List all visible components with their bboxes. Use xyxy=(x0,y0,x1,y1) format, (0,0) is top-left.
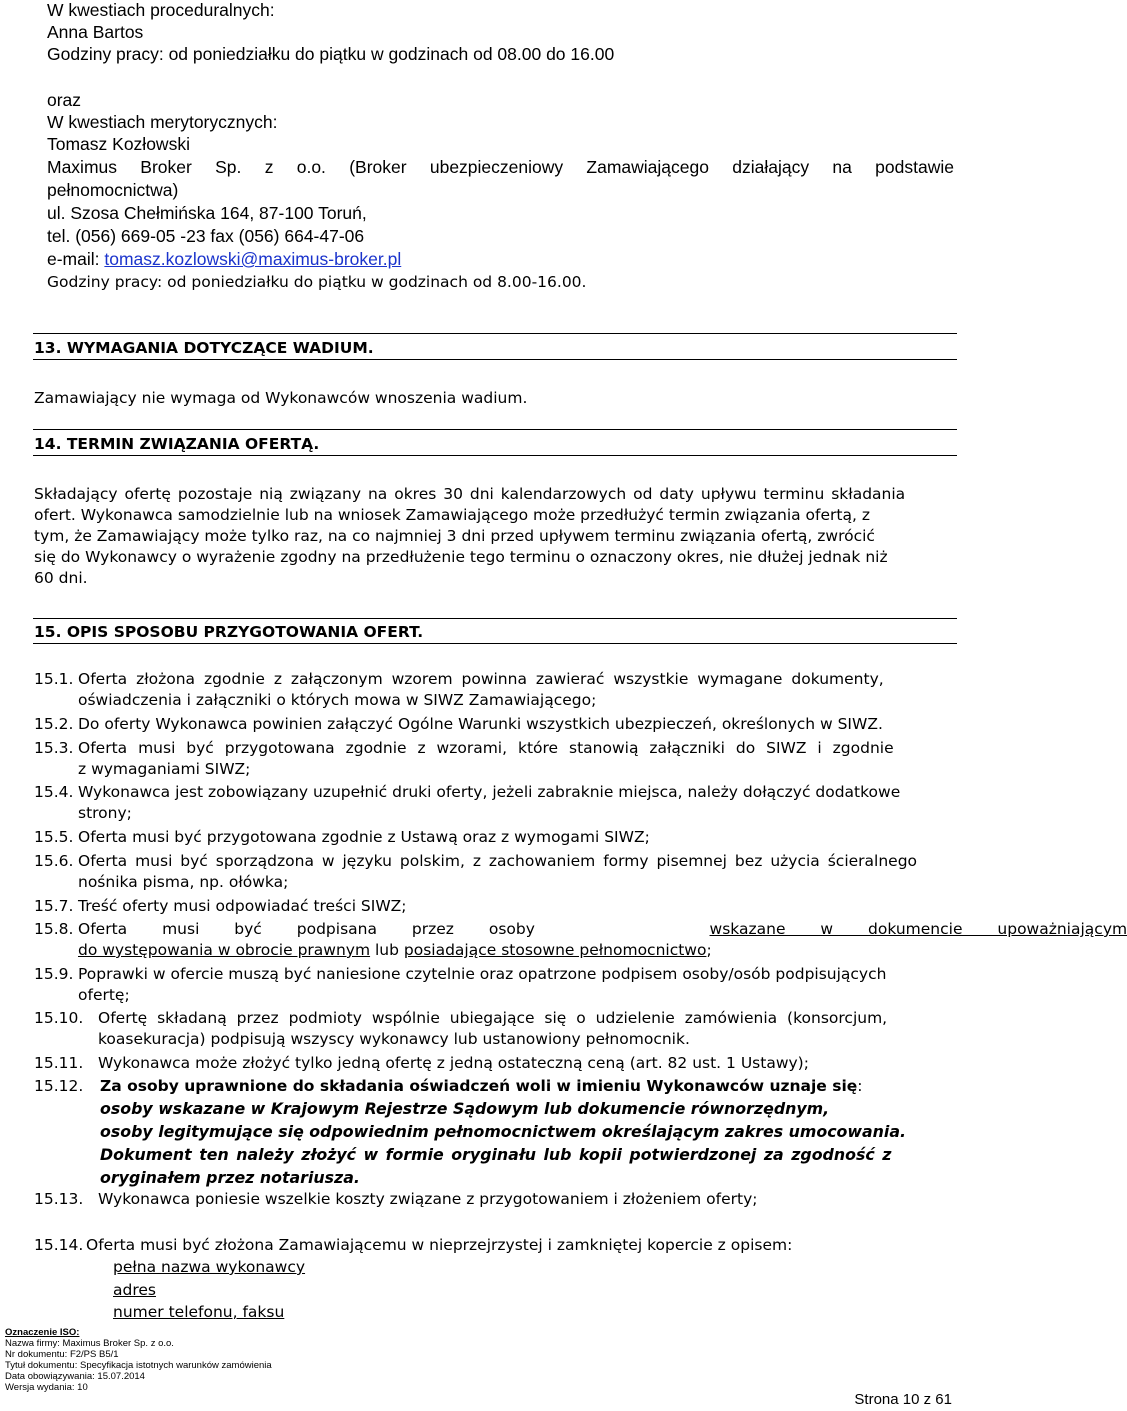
company-word: działający xyxy=(732,157,810,177)
item-number: 15.2. xyxy=(34,715,74,733)
email-link[interactable]: tomasz.kozlowski@maximus-broker.pl xyxy=(104,249,402,269)
item-15-2 xyxy=(78,714,954,735)
email-label: e-mail: xyxy=(47,249,105,269)
item-number: 15.4. xyxy=(34,783,74,801)
paragraph-line xyxy=(34,505,954,526)
company-word: na xyxy=(832,157,852,177)
item-line: Poprawki w ofercie muszą być naniesione czytelnie oraz opatrzone podpisem osoby/osób podpisujących xyxy=(78,965,887,983)
item-line: strony; xyxy=(78,804,132,822)
envelope-field: adres xyxy=(113,1281,156,1299)
company-word: (Broker xyxy=(349,157,407,177)
procedural-name: Anna Bartos xyxy=(47,22,144,42)
item-number: 15.10. xyxy=(34,1009,84,1027)
underlined-text: do występowania w obrocie prawnym xyxy=(78,941,371,959)
item-15-8 xyxy=(78,919,1127,961)
item-15-4 xyxy=(78,782,954,824)
footer-version: Wersja wydania: 10 xyxy=(5,1382,88,1393)
footer-doc-number: Nr dokumentu: F2/PS B5/1 xyxy=(5,1349,119,1360)
envelope-field: numer telefonu, faksu xyxy=(113,1303,285,1321)
line-text: się do Wykonawcy o wyrażenie zgodny na przedłużenie tego terminu o oznaczony okres, nie dłużej jednak niż xyxy=(34,548,888,566)
item-line: Oferta musi być przygotowana zgodnie z Ustawą oraz z wymogami SIWZ; xyxy=(78,828,650,846)
item-number: 15.12. xyxy=(34,1077,84,1095)
item-line: oświadczenia i załączniki o których mowa w SIWZ Zamawiającego; xyxy=(78,691,597,709)
section-divider xyxy=(33,618,957,619)
section-14-paragraph xyxy=(34,484,954,589)
item-line: Oferta musi być przygotowana zgodnie z wzorami, które stanowią załączniki do SIWZ i zgodnie xyxy=(78,739,894,757)
footer-company: Nazwa firmy: Maximus Broker Sp. z o.o. xyxy=(5,1338,174,1349)
paragraph-line xyxy=(34,547,954,568)
paragraph-line xyxy=(34,484,954,505)
section-13-heading: 13. WYMAGANIA DOTYCZĄCE WADIUM. xyxy=(34,339,374,357)
section-divider xyxy=(33,455,957,456)
envelope-field: pełna nazwa wykonawcy xyxy=(113,1258,306,1276)
item-text: lub xyxy=(370,941,404,959)
item-line xyxy=(100,1076,954,1097)
section-divider xyxy=(33,333,957,334)
item-line: Ofertę składaną przez podmioty wspólnie ubiegające się o udzielenie zamówienia (konsorcjum, xyxy=(98,1009,888,1027)
item-line: nośnika pisma, np. ołówka; xyxy=(78,873,289,891)
item-15-5 xyxy=(78,827,954,848)
item-line: Do oferty Wykonawca powinien załączyć Ogólne Warunki wszystkich ubezpieczeń, określonych w SIWZ. xyxy=(78,715,883,733)
item-line: Wykonawca poniesie wszelkie koszty związane z przygotowaniem i złożeniem oferty; xyxy=(98,1190,758,1208)
item-text: Oferta musi być podpisana przez osoby xyxy=(78,920,535,938)
item-number: 15.6. xyxy=(34,852,74,870)
section-15-heading: 15. OPIS SPOSOBU PRZYGOTOWANIA OFERT. xyxy=(34,623,424,641)
underlined-text: wskazane w dokumencie upoważniającym xyxy=(709,920,1127,938)
item-15-13 xyxy=(98,1189,954,1210)
italic-line: osoby legitymujące się odpowiednim pełnomocnictwem określającym zakres umocowania. xyxy=(100,1122,906,1141)
italic-line: osoby wskazane w Krajowym Rejestrze Sądowym lub dokumencie równorzędnym, xyxy=(100,1099,830,1118)
item-number: 15.7. xyxy=(34,897,74,915)
bold-text: Za osoby uprawnione do składania oświadczeń woli w imieniu Wykonawców uznaje się xyxy=(100,1077,858,1095)
item-line xyxy=(78,919,1127,940)
section-divider xyxy=(33,359,957,360)
procedural-hours: Godziny pracy: od poniedziałku do piątku w godzinach od 08.00 do 16.00 xyxy=(47,44,615,64)
item-number: 15.1. xyxy=(34,670,74,688)
section-14-heading: 14. TERMIN ZWIĄZANIA OFERTĄ. xyxy=(34,435,320,453)
item-15-10 xyxy=(98,1008,954,1050)
company-line-2: pełnomocnictwa) xyxy=(47,180,179,200)
company-word: o.o. xyxy=(296,157,326,177)
item-number: 15.14. xyxy=(34,1236,84,1254)
item-line xyxy=(78,940,954,961)
substantive-label: W kwestiach merytorycznych: xyxy=(47,112,278,132)
company-word: z xyxy=(264,157,274,177)
email-line xyxy=(47,249,401,270)
substantive-name: Tomasz Kozłowski xyxy=(47,134,190,154)
company-word: Sp. xyxy=(215,157,242,177)
item-number: 15.13. xyxy=(34,1190,84,1208)
phone: tel. (056) 669-05 -23 fax (056) 664-47-06 xyxy=(47,226,365,246)
line-text: tym, że Zamawiający może tylko raz, na co najmniej 3 dni przed upływem terminu związania ofertą, zwrócić xyxy=(34,527,875,545)
company-word: Maximus xyxy=(47,157,118,177)
company-line xyxy=(47,157,954,178)
item-15-9 xyxy=(78,964,954,1006)
procedural-label: W kwestiach proceduralnych: xyxy=(47,0,275,20)
item-line: Treść oferty musi odpowiadać treści SIWZ; xyxy=(78,897,407,915)
section-13-text: Zamawiający nie wymaga od Wykonawców wnoszenia wadium. xyxy=(34,389,528,407)
item-line: ofertę; xyxy=(78,986,130,1004)
item-number: 15.3. xyxy=(34,739,74,757)
paragraph-last-line: 60 dni. xyxy=(34,569,88,587)
company-word: ubezpieczeniowy xyxy=(429,157,564,177)
paragraph-line xyxy=(34,526,954,547)
item-line: Oferta musi być sporządzona w języku polskim, z zachowaniem formy pisemnej bez użycia ścieralnego xyxy=(78,852,918,870)
line-text: Składający ofertę pozostaje nią związany na okres 30 dni kalendarzowych od daty upływu terminu składania xyxy=(34,485,906,503)
company-word: Broker xyxy=(140,157,192,177)
company-word: podstawie xyxy=(875,157,954,177)
section-divider xyxy=(33,643,957,644)
item-15-14 xyxy=(86,1235,954,1256)
item-15-7 xyxy=(78,896,954,917)
item-line: Oferta złożona zgodnie z załączonym wzorem powinna zawierać wszystkie wymagane dokumenty, xyxy=(78,670,884,688)
item-text: ; xyxy=(706,941,712,959)
item-line: Oferta musi być złożona Zamawiającemu w nieprzejrzystej i zamkniętej kopercie z opisem: xyxy=(86,1236,793,1254)
footer-doc-title: Tytuł dokumentu: Specyfikacja istotnych warunków zamówienia xyxy=(5,1360,272,1371)
item-number: 15.8. xyxy=(34,920,74,938)
italic-line: Dokument ten należy złożyć w formie oryginału lub kopii potwierdzonej za zgodność z xyxy=(100,1145,892,1164)
item-text: : xyxy=(857,1077,863,1095)
item-line: Wykonawca może złożyć tylko jedną ofertę z jedną ostateczną ceną (art. 82 ust. 1 Ustawy); xyxy=(98,1054,809,1072)
footer-valid-date: Data obowiązywania: 15.07.2014 xyxy=(5,1371,145,1382)
item-number: 15.11. xyxy=(34,1054,84,1072)
item-15-3 xyxy=(78,738,954,780)
item-number: 15.5. xyxy=(34,828,74,846)
item-15-11 xyxy=(98,1053,954,1074)
address: ul. Szosa Chełmińska 164, 87-100 Toruń, xyxy=(47,203,367,223)
item-line: koasekuracja) podpisują wszyscy wykonawcy lub ustanowiony pełnomocnik. xyxy=(98,1030,690,1048)
company-word: Zamawiającego xyxy=(586,157,709,177)
oraz-text: oraz xyxy=(47,90,82,110)
item-line: Wykonawca jest zobowiązany uzupełnić druki oferty, jeżeli zabraknie miejsca, należy dołączyć dodatkowe xyxy=(78,783,901,801)
section-divider xyxy=(33,429,957,430)
item-15-1 xyxy=(78,669,954,711)
underlined-text: posiadające stosowne pełnomocnictwo xyxy=(403,941,707,959)
item-line: z wymaganiami SIWZ; xyxy=(78,760,251,778)
page-number: Strona 10 z 61 xyxy=(854,1391,952,1408)
item-15-6 xyxy=(78,851,954,893)
item-15-12 xyxy=(100,1076,954,1189)
line-text: ofert. Wykonawca samodzielnie lub na wniosek Zamawiającego może przedłużyć termin związania ofertą, z xyxy=(34,506,870,524)
item-number: 15.9. xyxy=(34,965,74,983)
footer-iso-label: Oznaczenie ISO: xyxy=(5,1327,80,1338)
working-hours: Godziny pracy: od poniedziałku do piątku w godzinach od 8.00-16.00. xyxy=(47,273,587,291)
italic-line: oryginałem przez notariusza. xyxy=(100,1168,360,1187)
